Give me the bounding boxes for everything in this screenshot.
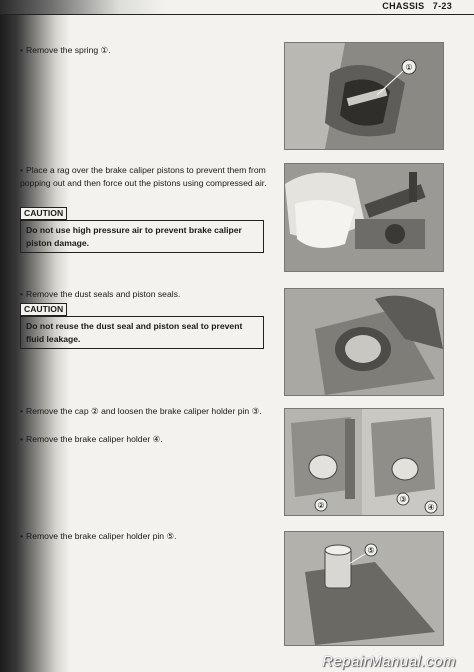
caution-label: CAUTION	[20, 207, 67, 220]
callout-5: ⑤	[367, 546, 375, 555]
photo-spring	[284, 42, 444, 150]
step-bullet: •	[20, 531, 24, 541]
caution-box: Do not use high pressure air to prevent brake caliper piston damage.	[20, 220, 264, 253]
step-bullet: •	[20, 289, 24, 299]
step-text: Remove the brake caliper holder pin ⑤.	[26, 531, 177, 541]
page-number: 7-23	[432, 1, 452, 11]
step-text: Remove the brake caliper holder ④.	[26, 434, 163, 444]
step-text: Remove the cap ② and loosen the brake caliper holder pin ③.	[26, 406, 262, 416]
callout-2: ②	[317, 501, 325, 510]
photo-compressed-air	[284, 163, 444, 272]
step-remove-holder-pin	[20, 530, 270, 543]
step-text: Remove the dust seals and piston seals.	[26, 289, 181, 299]
callout-1: ①	[405, 63, 413, 72]
section-name: CHASSIS	[382, 1, 425, 11]
caution-label: CAUTION	[20, 303, 67, 316]
step-bullet: •	[20, 406, 24, 416]
step-remove-seals	[20, 288, 270, 301]
step-force-out-pistons	[20, 164, 270, 189]
header-title	[382, 1, 452, 11]
step-remove-spring	[20, 44, 270, 57]
photo-dust-seals	[284, 288, 444, 396]
page-header	[0, 0, 474, 15]
caution-box: Do not reuse the dust seal and piston seal to prevent fluid leakage.	[20, 316, 264, 349]
step-bullet: •	[20, 434, 24, 444]
step-bullet: •	[20, 165, 24, 175]
step-text: Remove the spring ①.	[26, 45, 111, 55]
step-remove-holder	[20, 433, 270, 446]
step-text: Place a rag over the brake caliper pistons to prevent them from popping out and then force out the pistons using compressed air.	[20, 165, 267, 188]
photo-holder-pin	[284, 531, 444, 646]
step-bullet: •	[20, 45, 24, 55]
callout-3: ③	[399, 495, 407, 504]
watermark: RepairManual.com	[322, 653, 456, 670]
step-remove-cap	[20, 405, 270, 418]
callout-4: ④	[427, 503, 435, 512]
photo-caliper-holder	[284, 408, 444, 516]
